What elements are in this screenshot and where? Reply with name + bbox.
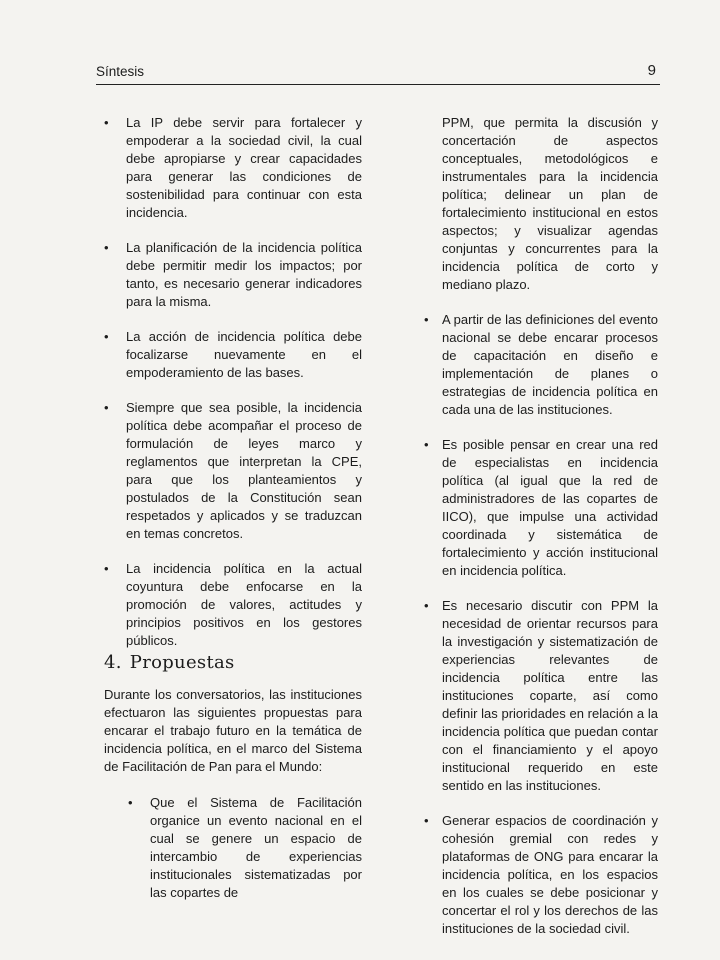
- list-item: [104, 399, 362, 543]
- bullet-icon: •: [104, 115, 109, 130]
- list-item: [104, 114, 362, 222]
- list-item-text: La incidencia política en la actual coyuntura debe enfocarse en la promoción de valores, actitudes y principios positivos en los gestores públicos.: [126, 561, 362, 648]
- list-item-text: La IP debe servir para fortalecer y empoderar a la sociedad civil, la cual debe apropiarse y crear capacidades para generar las condiciones de sostenibilidad para continuar con esta incidencia.: [126, 115, 362, 220]
- left-column: [104, 114, 362, 667]
- running-header: [96, 62, 660, 84]
- list-item-text: Es posible pensar en crear una red de especialistas en incidencia política (al igual que la red de administradores de las copartes de IICO), que impulse una actividad coordinada y sistemática de fortalecimiento y acción institucional en incidencia política.: [442, 437, 658, 578]
- list-item-text: La planificación de la incidencia política debe permitir medir los impactos; por tanto, es necesario generar indicadores para la misma.: [126, 240, 362, 309]
- list-item: [104, 239, 362, 311]
- section-number: 4.: [104, 652, 122, 673]
- list-item-text: Que el Sistema de Facilitación organice un evento nacional en el cual se genere un espacio de intercambio de experiencias institucionales sistematizadas por las copartes de: [150, 795, 362, 900]
- continued-paragraph: PPM, que permita la discusión y concertación de aspectos conceptuales, metodológicos e instrumentales para la incidencia política; delinear un plan de fortalecimiento institucional en estos aspectos; y visualizar agendas conjuntas y concurrentes para la incidencia política de corto y mediano plazo.: [442, 115, 658, 292]
- proposal-bullet-list: [128, 794, 362, 902]
- proposal-list-start: [128, 794, 362, 919]
- list-item: [104, 560, 362, 650]
- bullet-icon: •: [104, 400, 109, 415]
- section-heading: [104, 652, 362, 673]
- list-item-text: Es necesario discutir con PPM la necesidad de orientar recursos para la investigación y sistematización de experiencias relevantes de incidencia política entre las instituciones coparte, así como definir las prioridades en relación a la incidencia política que puedan contar con el financiamiento y el apoyo institucional requerido en este sentido en las instituciones.: [442, 598, 658, 793]
- bullet-icon: •: [104, 561, 109, 576]
- list-item-text: Generar espacios de coordinación y cohesión gremial con redes y plataformas de ONG para encarar la incidencia política, en los espacios en los cuales se debe posicionar y concertar el rol y los derechos de las instituciones de la sociedad civil.: [442, 813, 658, 936]
- list-item: [128, 794, 362, 902]
- list-item-text: La acción de incidencia política debe focalizarse nuevamente en el empoderamiento de las bases.: [126, 329, 362, 380]
- list-item: [424, 436, 658, 580]
- list-item: [424, 597, 658, 795]
- bullet-icon: •: [128, 795, 133, 810]
- list-item: [424, 812, 658, 938]
- right-bullet-list: [424, 311, 658, 938]
- bullet-icon: •: [104, 240, 109, 255]
- right-column: [424, 114, 658, 955]
- list-item-text: Siempre que sea posible, la incidencia política debe acompañar el proceso de formulación de leyes marco y reglamentos que interpretan la CPE, para que los planteamientos y postulados de la Constitución sean respetados y aplicados y se traduzcan en temas concretos.: [126, 400, 362, 541]
- list-item-text: A partir de las definiciones del evento nacional se debe encarar procesos de capacitación en diseño e implementación de planes o estrategias de incidencia política en cada una de las instituciones.: [442, 312, 658, 417]
- bullet-icon: •: [424, 813, 429, 828]
- section-title: Propuestas: [129, 652, 235, 673]
- page-number: 9: [647, 62, 656, 79]
- header-rule: [96, 84, 660, 85]
- bullet-icon: •: [424, 437, 429, 452]
- bullet-icon: •: [424, 598, 429, 613]
- left-bullet-list: [104, 114, 362, 650]
- bullet-icon: •: [104, 329, 109, 344]
- section-intro-paragraph: Durante los conversatorios, las instituciones efectuaron las siguientes propuestas para encarar el trabajo futuro en la temática de incidencia política, en el marco del Sistema de Facilitación de Pan para el Mundo:: [104, 687, 362, 774]
- bullet-icon: •: [424, 312, 429, 327]
- header-section-title: Síntesis: [96, 64, 145, 79]
- list-item: [424, 311, 658, 419]
- list-item: [104, 328, 362, 382]
